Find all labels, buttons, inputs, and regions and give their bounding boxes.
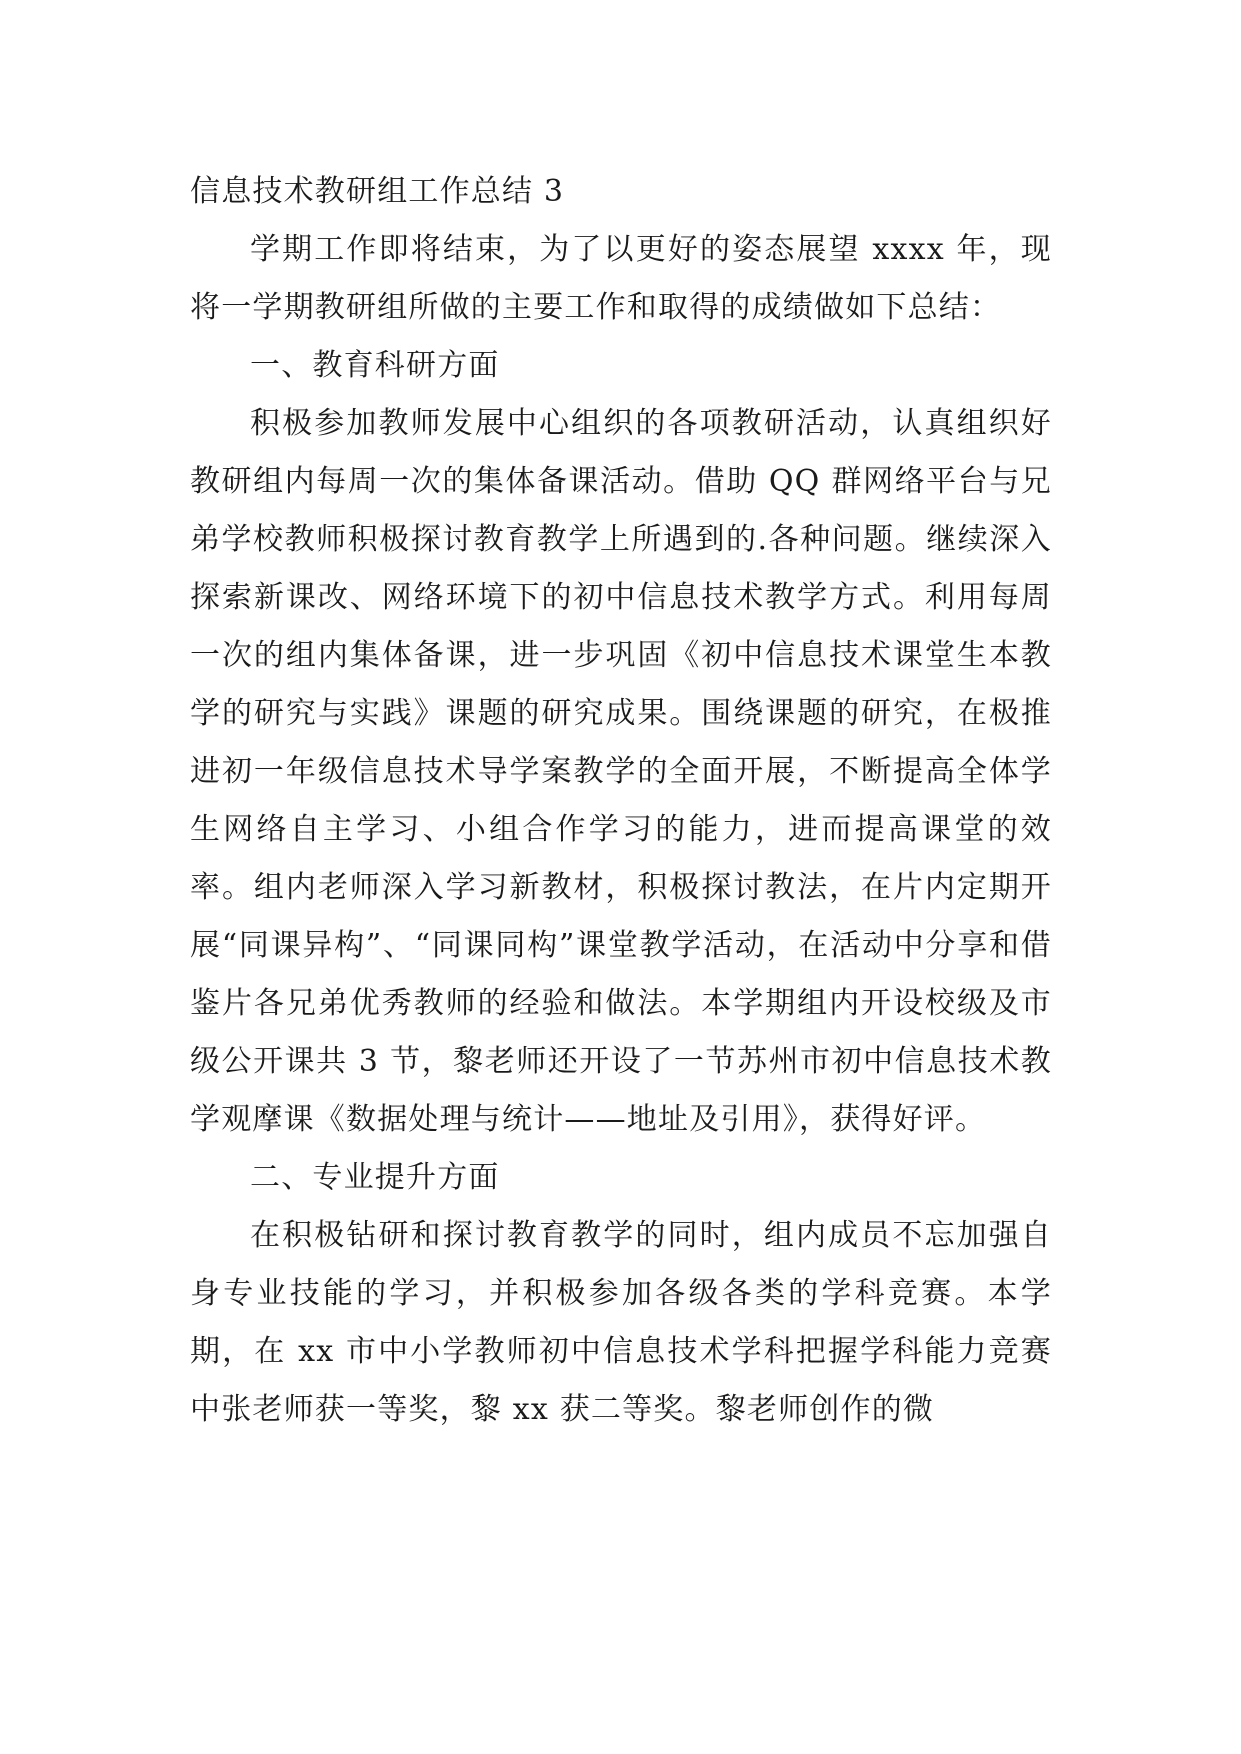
section-body-research: 积极参加教师发展中心组织的各项教研活动，认真组织好教研组内每周一次的集体备课活动。借助 QQ 群网络平台与兄弟学校教师积极探讨教育教学上所遇到的.各种问题。继续深入探索新课改、网络环境下的初中信息技术教学方式。利用每周一次的组内集体备课，进一步巩固《初中信息技术课堂生本教学的研究与实践》课题的研究成果。围绕课题的研究，在极推进初一年级信息技术导学案教学的全面开展，不断提高全体学生网络自主学习、小组合作学习的能力，进而提高课堂的效率。组内老师深入学习新教材，积极探讨教法，在片内定期开展“同课异构”、“同课同构”课堂教学活动，在活动中分享和借鉴片各兄弟优秀教师的经验和做法。本学期组内开设校级及市级公开课共 3 节，黎老师还开设了一节苏州市初中信息技术教学观摩课《数据处理与统计——地址及引用》，获得好评。	[190, 406, 1052, 1137]
document-title: 信息技术教研组工作总结 3	[190, 174, 565, 209]
section-heading-research: 一、教育科研方面	[250, 348, 500, 383]
document-body	[190, 163, 1052, 1439]
section-heading-professional: 二、专业提升方面	[250, 1160, 500, 1195]
intro-paragraph: 学期工作即将结束，为了以更好的姿态展望 xxxx 年，现将一学期教研组所做的主要工作和取得的成绩做如下总结：	[190, 232, 1052, 325]
section-body-professional: 在积极钻研和探讨教育教学的同时，组内成员不忘加强自身专业技能的学习，并积极参加各级各类的学科竞赛。本学期，在 xx 市中小学教师初中信息技术学科把握学科能力竞赛中张老师获一等奖，黎 xx 获二等奖。黎老师创作的微	[190, 1218, 1052, 1427]
